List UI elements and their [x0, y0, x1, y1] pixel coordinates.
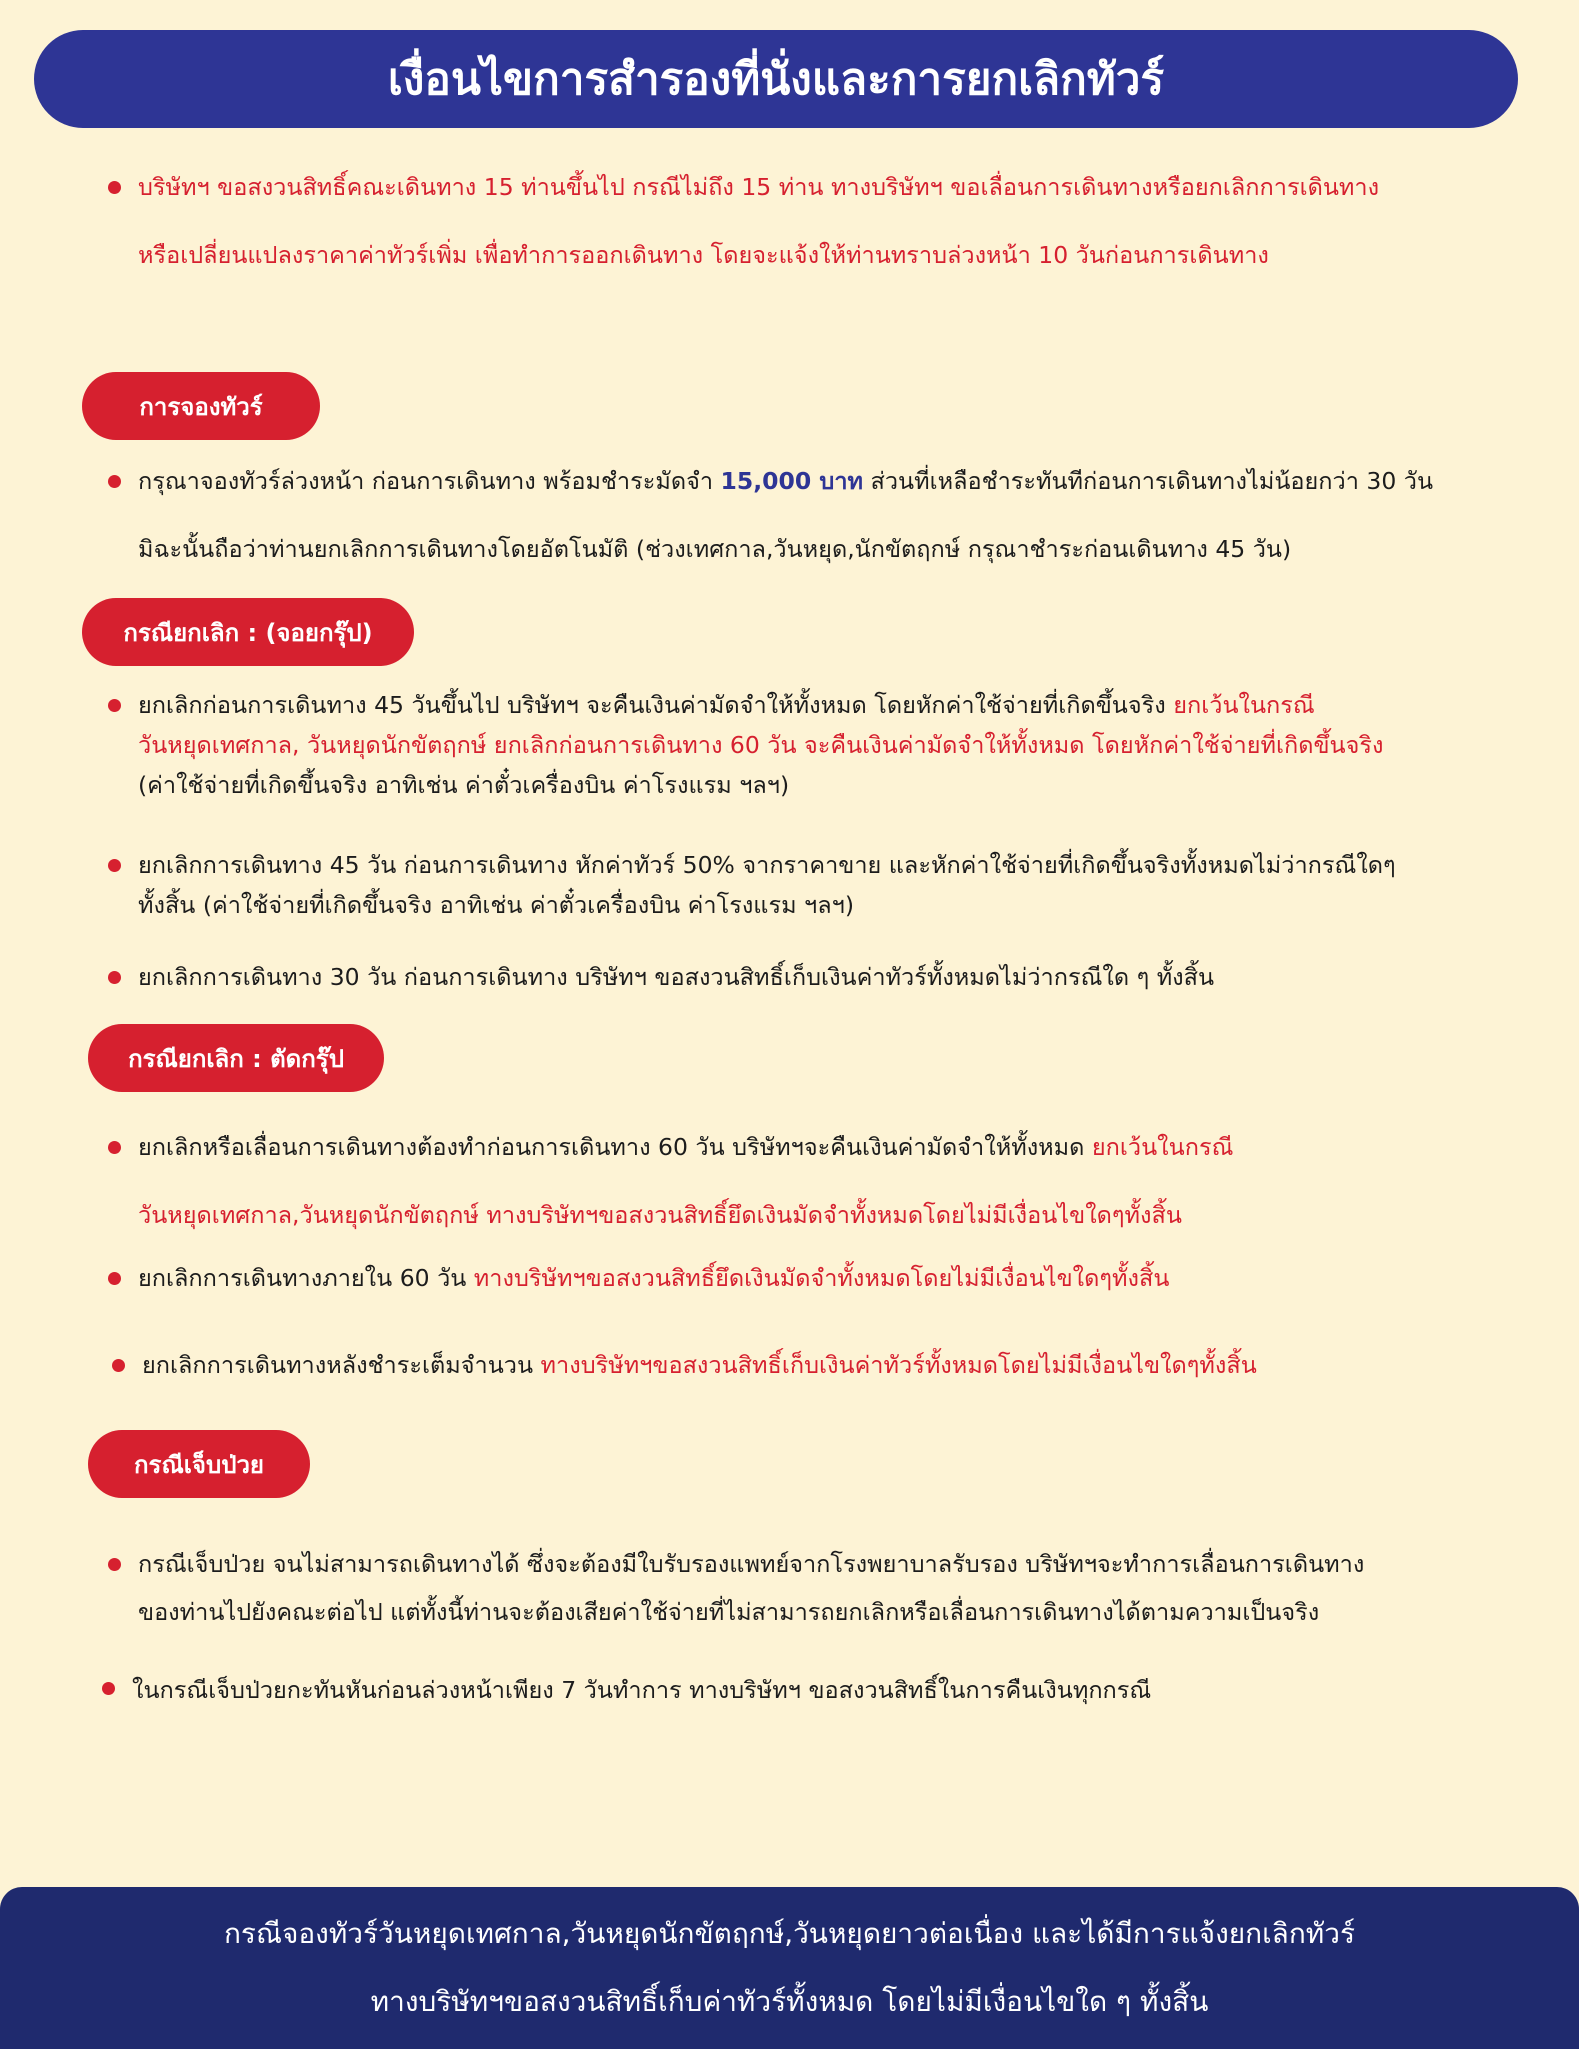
- illness-item-2-line: ในกรณีเจ็บป่วยกะทันหันก่อนล่วงหน้าเพียง 7 วันทำการ ทางบริษัทฯ ขอสงวนสิทธิ์ในการคืนเงินทุกกรณี: [132, 1676, 1152, 1704]
- bullet-icon: [108, 1141, 121, 1154]
- booking-line-2: มิฉะนั้นถือว่าท่านยกเลิกการเดินทางโดยอัตโนมัติ (ช่วงเทศกาล,วันหยุด,นักขัตฤกษ์ กรุณาชำระก่อนเดินทาง 45 วัน): [138, 535, 1292, 563]
- section-heading-illness: [88, 1430, 310, 1498]
- cancel-private-item-2-line: [138, 1258, 1548, 1298]
- section-heading-booking-text: การจองทัวร์: [139, 392, 263, 421]
- page-title: [34, 30, 1518, 128]
- cancel-join-item-2-line-1: ยกเลิกการเดินทาง 45 วัน ก่อนการเดินทาง หักค่าทัวร์ 50% จากราคาขาย และหักค่าใช้จ่ายที่เกิดขึ้นจริงทั้งหมดไม่ว่ากรณีใดๆ: [138, 851, 1396, 879]
- cancel-join-text-a: ยกเลิกก่อนการเดินทาง 45 วันขึ้นไป บริษัทฯ จะคืนเงินค่ามัดจำให้ทั้งหมด โดยหักค่าใช้จ่ายที่เกิดขึ้นจริง: [138, 691, 1174, 719]
- intro-line-1: บริษัทฯ ขอสงวนสิทธิ์คณะเดินทาง 15 ท่านขึ้นไป กรณีไม่ถึง 15 ท่าน ทางบริษัทฯ ขอเลื่อนการเดินทางหรือยกเลิกการเดินทาง: [138, 173, 1380, 201]
- cancel-private-item-3-line: [142, 1345, 1552, 1385]
- illness-item-2: [102, 1670, 1542, 1710]
- deposit-amount: 15,000 บาท: [720, 467, 864, 495]
- footer-line-2: ทางบริษัทฯขอสงวนสิทธิ์เก็บค่าทัวร์ทั้งหมด โดยไม่มีเงื่อนไขใด ๆ ทั้งสิ้น: [370, 1985, 1209, 2018]
- illness-line-1: กรณีเจ็บป่วย จนไม่สามารถเดินทางได้ ซึ่งจะต้องมีใบรับรองแพทย์จากโรงพยาบาลรับรอง บริษัทฯจะทำการเลื่อนการเดินทาง: [138, 1550, 1365, 1578]
- footer-line-1: กรณีจองทัวร์วันหยุดเทศกาล,วันหยุดนักขัตฤกษ์,วันหยุดยาวต่อเนื่อง และได้มีการแจ้งยกเลิกทัวร์: [223, 1917, 1356, 1950]
- cancel-private-text-b: ยกเว้นในกรณี: [1091, 1133, 1234, 1161]
- bullet-icon: [112, 1359, 125, 1372]
- cancel-private-item-2-text-b: ทางบริษัทฯขอสงวนสิทธิ์ยึดเงินมัดจำทั้งหมดโดยไม่มีเงื่อนไขใดๆทั้งสิ้น: [473, 1264, 1170, 1292]
- bullet-icon: [108, 971, 121, 984]
- cancel-private-text-a: ยกเลิกหรือเลื่อนการเดินทางต้องทำก่อนการเดินทาง 60 วัน บริษัทฯจะคืนเงินค่ามัดจำให้ทั้งหมด: [138, 1133, 1092, 1161]
- footer-notice: [0, 1887, 1579, 2049]
- section-heading-cancel-private-text: กรณียกเลิก : ตัดกรุ๊ป: [128, 1044, 344, 1073]
- bullet-icon: [108, 699, 121, 712]
- cancel-private-line-1: [138, 1113, 1548, 1181]
- cancel-join-line-3: (ค่าใช้จ่ายที่เกิดขึ้นจริง อาทิเช่น ค่าตั๋วเครื่องบิน ค่าโรงแรม ฯลฯ): [138, 771, 790, 799]
- bullet-icon: [108, 1272, 121, 1285]
- cancel-join-item-3-line: ยกเลิกการเดินทาง 30 วัน ก่อนการเดินทาง บริษัทฯ ขอสงวนสิทธิ์เก็บเงินค่าทัวร์ทั้งหมดไม่ว่ากรณีใด ๆ ทั้งสิ้น: [138, 963, 1215, 991]
- cancel-join-line-1: [138, 685, 1548, 725]
- illness-line-2: ของท่านไปยังคณะต่อไป แต่ทั้งนี้ท่านจะต้องเสียค่าใช้จ่ายที่ไม่สามารถยกเลิกหรือเลื่อนการเดินทางได้ตามความเป็นจริง: [138, 1598, 1320, 1626]
- cancel-private-item-1: [108, 1113, 1548, 1249]
- bullet-icon: [102, 1682, 115, 1695]
- page-title-text: เงื่อนไขการสำรองที่นั่งและการยกเลิกทัวร์: [387, 54, 1165, 105]
- cancel-private-item-2-text-a: ยกเลิกการเดินทางภายใน 60 วัน: [138, 1264, 474, 1292]
- section-heading-illness-text: กรณีเจ็บป่วย: [134, 1450, 264, 1479]
- cancel-join-item-1: [108, 685, 1548, 805]
- cancel-join-item-2: [108, 845, 1548, 925]
- cancel-private-item-3-text-b: ทางบริษัทฯขอสงวนสิทธิ์เก็บเงินค่าทัวร์ทั้งหมดโดยไม่มีเงื่อนไขใดๆทั้งสิ้น: [540, 1351, 1257, 1379]
- cancel-join-text-b: ยกเว้นในกรณี: [1173, 691, 1315, 719]
- section-heading-cancel-join: [82, 598, 414, 666]
- booking-text-pre: กรุณาจองทัวร์ล่วงหน้า ก่อนการเดินทาง พร้อมชำระมัดจำ: [138, 467, 721, 495]
- bullet-icon: [108, 475, 121, 488]
- illness-item-1: [108, 1540, 1548, 1636]
- bullet-icon: [108, 1558, 121, 1571]
- bullet-icon: [108, 859, 121, 872]
- booking-line-1: [138, 447, 1548, 515]
- bullet-icon: [108, 181, 121, 194]
- cancel-join-line-2: วันหยุดเทศกาล, วันหยุดนักขัตฤกษ์ ยกเลิกก่อนการเดินทาง 60 วัน จะคืนเงินค่ามัดจำให้ทั้งหมด โดยหักค่าใช้จ่ายที่เกิดขึ้นจริง: [138, 731, 1384, 759]
- cancel-private-item-3: [112, 1345, 1552, 1385]
- booking-text-post: ส่วนที่เหลือชำระทันทีก่อนการเดินทางไม่น้อยกว่า 30 วัน: [863, 467, 1434, 495]
- cancel-private-line-2: วันหยุดเทศกาล,วันหยุดนักขัตฤกษ์ ทางบริษัทฯขอสงวนสิทธิ์ยึดเงินมัดจำทั้งหมดโดยไม่มีเงื่อนไขใดๆทั้งสิ้น: [138, 1201, 1182, 1229]
- section-heading-cancel-private: [88, 1024, 384, 1092]
- section-heading-booking: [82, 372, 320, 440]
- cancel-private-item-3-text-a: ยกเลิกการเดินทางหลังชำระเต็มจำนวน: [142, 1351, 541, 1379]
- intro-line-2: หรือเปลี่ยนแปลงราคาค่าทัวร์เพิ่ม เพื่อทำการออกเดินทาง โดยจะแจ้งให้ท่านทราบล่วงหน้า 10 วันก่อนการเดินทาง: [138, 241, 1269, 269]
- cancel-join-item-3: [108, 957, 1548, 997]
- intro-item: [108, 153, 1548, 289]
- section-heading-cancel-join-text: กรณียกเลิก : (จอยกรุ๊ป): [123, 618, 373, 647]
- booking-item: [108, 447, 1548, 583]
- cancel-private-item-2: [108, 1258, 1548, 1298]
- cancel-join-item-2-line-2: ทั้งสิ้น (ค่าใช้จ่ายที่เกิดขึ้นจริง อาทิเช่น ค่าตั๋วเครื่องบิน ค่าโรงแรม ฯลฯ): [138, 891, 854, 919]
